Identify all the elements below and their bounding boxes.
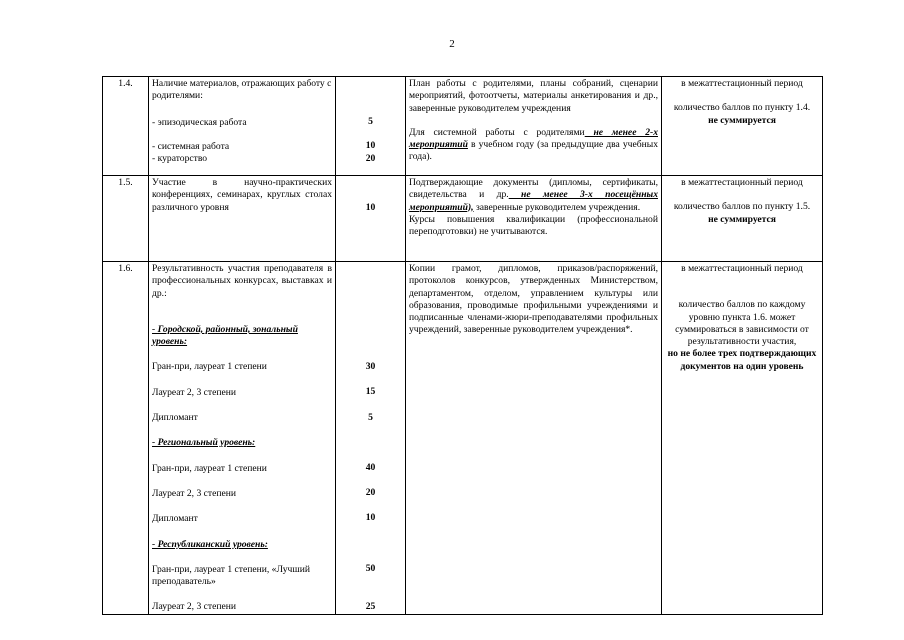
score-value: 10 (365, 512, 376, 524)
evidence-part: Для системной работы с родителями (409, 126, 585, 138)
criterion-item: - кураторство (152, 153, 208, 165)
score-value: 20 (365, 487, 376, 499)
criterion-cell (149, 262, 336, 615)
level-item: Дипломант (152, 513, 198, 525)
criterion-cell (149, 77, 336, 176)
score-value: 25 (365, 601, 376, 613)
note-bold: не суммируется (708, 213, 776, 225)
table-row (103, 176, 823, 262)
score-cell (336, 77, 406, 176)
score-value: 5 (368, 116, 373, 127)
criterion-title: Результативность участия преподавателя в профессиональных конкурсах, выставках и др.: (152, 263, 332, 299)
period-text: в межаттестационный период (681, 263, 803, 274)
note-cell (662, 262, 823, 615)
score-value: 20 (365, 152, 376, 164)
evidence-cell (406, 262, 662, 615)
note-text: количество баллов по пункту 1.5. (673, 201, 811, 213)
level-item: Лауреат 2, 3 степени (152, 601, 237, 613)
level-title: - Региональный уровень: (152, 437, 256, 449)
note-bold: не суммируется (708, 114, 776, 126)
score-cell (336, 262, 406, 615)
evidence-part: заверенные руководителем учреждения. (473, 201, 641, 213)
note-cell (662, 77, 823, 176)
criterion-title: Наличие материалов, отражающих работу с родителями: (152, 78, 332, 102)
level-item: Гран-при, лауреат 1 степени, «Лучший преподаватель» (152, 563, 311, 588)
criterion-title: Участие в научно-практических конференциях, семинарах, круглых столах различного уровня (152, 177, 332, 213)
evidence-text: Копии грамот, дипломов, приказов/распоряжений, протоколов конкурсов, утвержденных Министерством, департаментом, отделом, управлением культуры или образования, проводимые профильными учреждениями и подписанные членами-жюри-преподавателями профильных учреждений, заверенные руководителем учреждения*. (409, 263, 658, 336)
score-value: 30 (365, 361, 376, 372)
evidence-text (409, 177, 658, 214)
evidence-emphasis: не менее 3-х посещённых мероприятий), (409, 189, 658, 213)
criterion-item: - эпизодическая работа (152, 116, 247, 128)
level-item: Гран-при, лауреат 1 степени (152, 462, 267, 474)
evidence-part: в учебном году (за предыдущие два учебных года). (409, 139, 658, 163)
evidence-emphasis: не менее 2-х мероприятий (409, 126, 658, 151)
row-number: 1.5. (103, 176, 149, 262)
evidence-cell (406, 77, 662, 176)
level-item: Лауреат 2, 3 степени (152, 386, 237, 398)
score-value: 5 (368, 411, 373, 423)
score-value: 40 (365, 461, 376, 473)
level-item: Дипломант (152, 412, 198, 424)
score-value: 10 (365, 140, 376, 152)
table-row (103, 262, 823, 615)
criterion-cell (149, 176, 336, 262)
note-bold: но не более трех подтверждающих документов на один уровень (667, 348, 817, 372)
criteria-table (102, 76, 823, 615)
evidence-text-2: Курсы повышения квалификации (профессиональной переподготовки) не учитываются. (409, 213, 658, 238)
note-cell (662, 176, 823, 262)
note-text: количество баллов по каждому уровню пункта 1.6. может суммироваться в зависимости от результативности участия, (675, 299, 809, 348)
level-item: Лауреат 2, 3 степени (152, 487, 237, 499)
score-cell (336, 176, 406, 262)
level-title: - Республиканский уровень: (152, 538, 268, 550)
row-number: 1.6. (103, 262, 149, 615)
note-text: количество баллов по пункту 1.4. (673, 102, 811, 114)
level-title: - Городской, районный, зональный уровень: (152, 323, 298, 348)
period-text: в межаттестационный период (681, 78, 803, 89)
evidence-cell (406, 176, 662, 262)
evidence-text: План работы с родителями, планы собраний, сценарии мероприятий, фотоотчеты, материалы анкетирования и др., заверенные руководителем учреждения (409, 78, 658, 114)
criterion-item: - системная работа (152, 140, 230, 152)
score-value: 15 (365, 386, 376, 398)
row-number: 1.4. (103, 77, 149, 176)
evidence-part: Подтверждающие документы (дипломы, сертификаты, свидетельства и др. (409, 177, 658, 201)
evidence-text-2 (409, 127, 658, 164)
period-text: в межаттестационный период (681, 177, 803, 188)
page-number: 2 (449, 38, 455, 50)
score-value: 10 (365, 202, 376, 213)
table-row (103, 77, 823, 176)
level-item: Гран-при, лауреат 1 степени (152, 361, 267, 373)
score-value: 50 (365, 562, 376, 574)
